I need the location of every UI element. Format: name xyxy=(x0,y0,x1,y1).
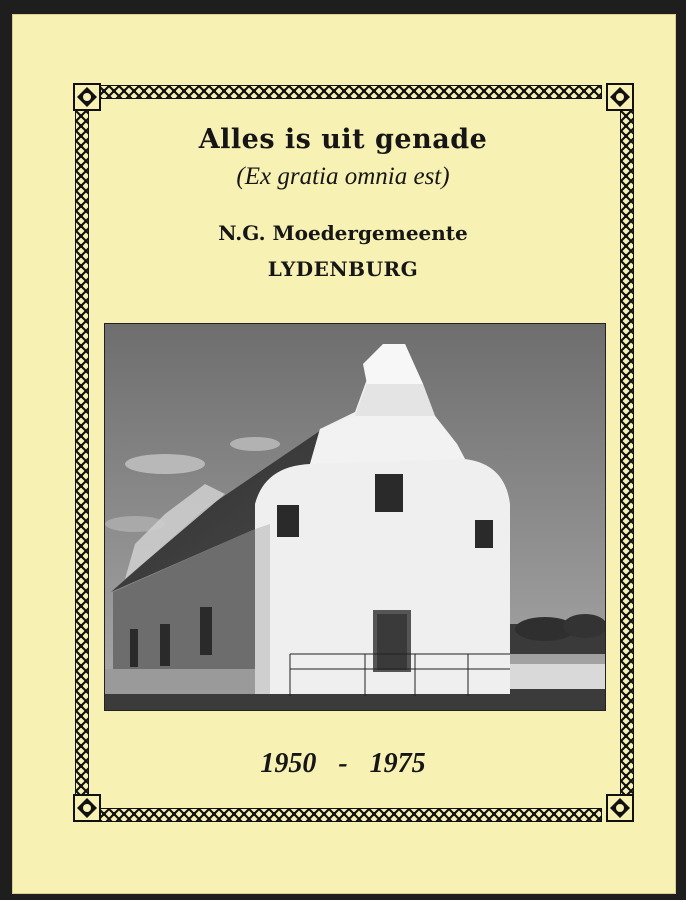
ornamental-border-left xyxy=(75,110,89,798)
year-end: 1975 xyxy=(369,748,426,779)
year-start: 1950 xyxy=(260,748,317,779)
ornamental-border-top xyxy=(98,85,602,99)
corner-ornament-icon xyxy=(606,794,634,822)
ornamental-border-bottom xyxy=(98,808,602,822)
ornamental-border-right xyxy=(620,110,634,798)
corner-ornament-icon xyxy=(73,794,101,822)
year-separator: - xyxy=(338,748,348,779)
town-name: LYDENBURG xyxy=(267,257,419,281)
corner-ornament-icon xyxy=(73,83,101,111)
church-photograph xyxy=(104,323,606,711)
cover-title: Alles is uit genade xyxy=(198,124,488,155)
corner-ornament-icon xyxy=(606,83,634,111)
cover-subtitle: (Ex gratia omnia est) xyxy=(236,163,450,190)
years-range xyxy=(0,748,686,780)
congregation-name: N.G. Moedergemeente xyxy=(218,221,468,245)
